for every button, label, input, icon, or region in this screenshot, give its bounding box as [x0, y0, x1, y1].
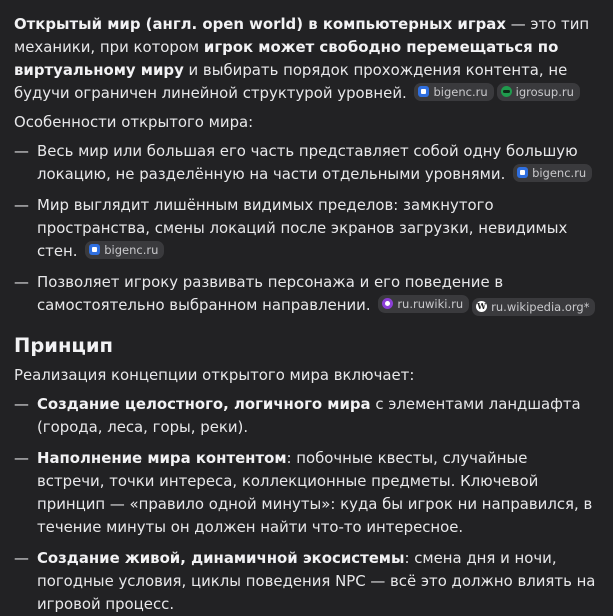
list-item-text: Позволяет игроку развивать персонажа и его поведение в самостоятельно выбранном направлении. [37, 273, 504, 314]
bigenc-icon [89, 244, 100, 255]
list-item [14, 271, 599, 317]
dash-marker: — [14, 196, 29, 214]
source-chip-bigenc[interactable] [414, 83, 493, 101]
intro-text-1: — это тип механики, при котором [14, 15, 590, 56]
source-chip-bigenc[interactable] [513, 164, 592, 182]
source-chip-label: ru.ruwiki.ru [397, 296, 464, 311]
list-item-text: Весь мир или большая его часть представляет собой одну большую локацию, не разделённую на части отдельными уровнями. [37, 142, 578, 183]
source-chip-bigenc[interactable] [85, 241, 164, 259]
principle-list [14, 393, 599, 616]
source-chip-ruwiki[interactable] [378, 295, 469, 313]
source-chip-wikipedia[interactable] [472, 298, 595, 316]
source-chip-label: bigenc.ru [433, 84, 488, 99]
section-title: Принцип [14, 334, 114, 357]
dash-marker: — [14, 395, 29, 413]
intro-bold-phrase: игрок может свободно перемещаться по виртуальному миру [14, 38, 559, 79]
list-item-text: : побочные квесты, случайные встречи, точки интереса, коллекционные предметы. Ключевой принцип — «правило одной минуты»: куда бы игрок ни направился, в течение минуты он должен найти что-то интересное. [37, 449, 593, 536]
list-item [14, 140, 599, 186]
features-heading: Особенности открытого мира: [14, 113, 254, 131]
list-item-text: с элементами ландшафта (города, леса, горы, реки). [37, 395, 581, 436]
list-item [14, 393, 599, 439]
source-chip-label: bigenc.ru [104, 242, 159, 257]
source-chip-igrosup[interactable] [497, 83, 580, 101]
igrosup-icon [501, 86, 512, 97]
list-item-bold: Наполнение мира контентом [37, 449, 287, 467]
dash-marker: — [14, 449, 29, 467]
dash-marker: — [14, 273, 29, 291]
list-item [14, 547, 599, 616]
intro-paragraph [14, 13, 599, 105]
features-list [14, 140, 599, 317]
intro-text-2: и выбирать порядок прохождения контента, не будучи ограничен линейной структурой уровней. [14, 61, 568, 102]
wikipedia-icon: W [477, 301, 487, 311]
principle-lead: Реализация концепции открытого мира включает: [14, 366, 415, 384]
source-chip-label: bigenc.ru [532, 165, 587, 180]
intro-bold-term: Открытый мир (англ. open world) в компьютерных играх [14, 15, 506, 33]
ruwiki-icon [382, 298, 393, 309]
list-item-text: : смена дня и ночи, погодные условия, циклы поведения NPC — всё это должно влиять на игровой процесс. [37, 549, 596, 613]
source-chip-label: igrosup.ru [515, 84, 574, 99]
bigenc-icon [517, 167, 528, 178]
dash-marker: — [14, 142, 29, 160]
list-item-bold: Создание целостного, логичного мира [37, 395, 371, 413]
list-item-bold: Создание живой, динамичной экосистемы [37, 549, 405, 567]
list-item [14, 194, 599, 263]
list-item-text: Мир выглядит лишённым видимых пределов: замкнутого пространства, смены локаций после экранов загрузки, невидимых стен. [37, 196, 568, 260]
source-chip-label: ru.wikipedia.org* [491, 299, 590, 314]
bigenc-icon [418, 86, 429, 97]
dash-marker: — [14, 549, 29, 567]
list-item [14, 447, 599, 539]
